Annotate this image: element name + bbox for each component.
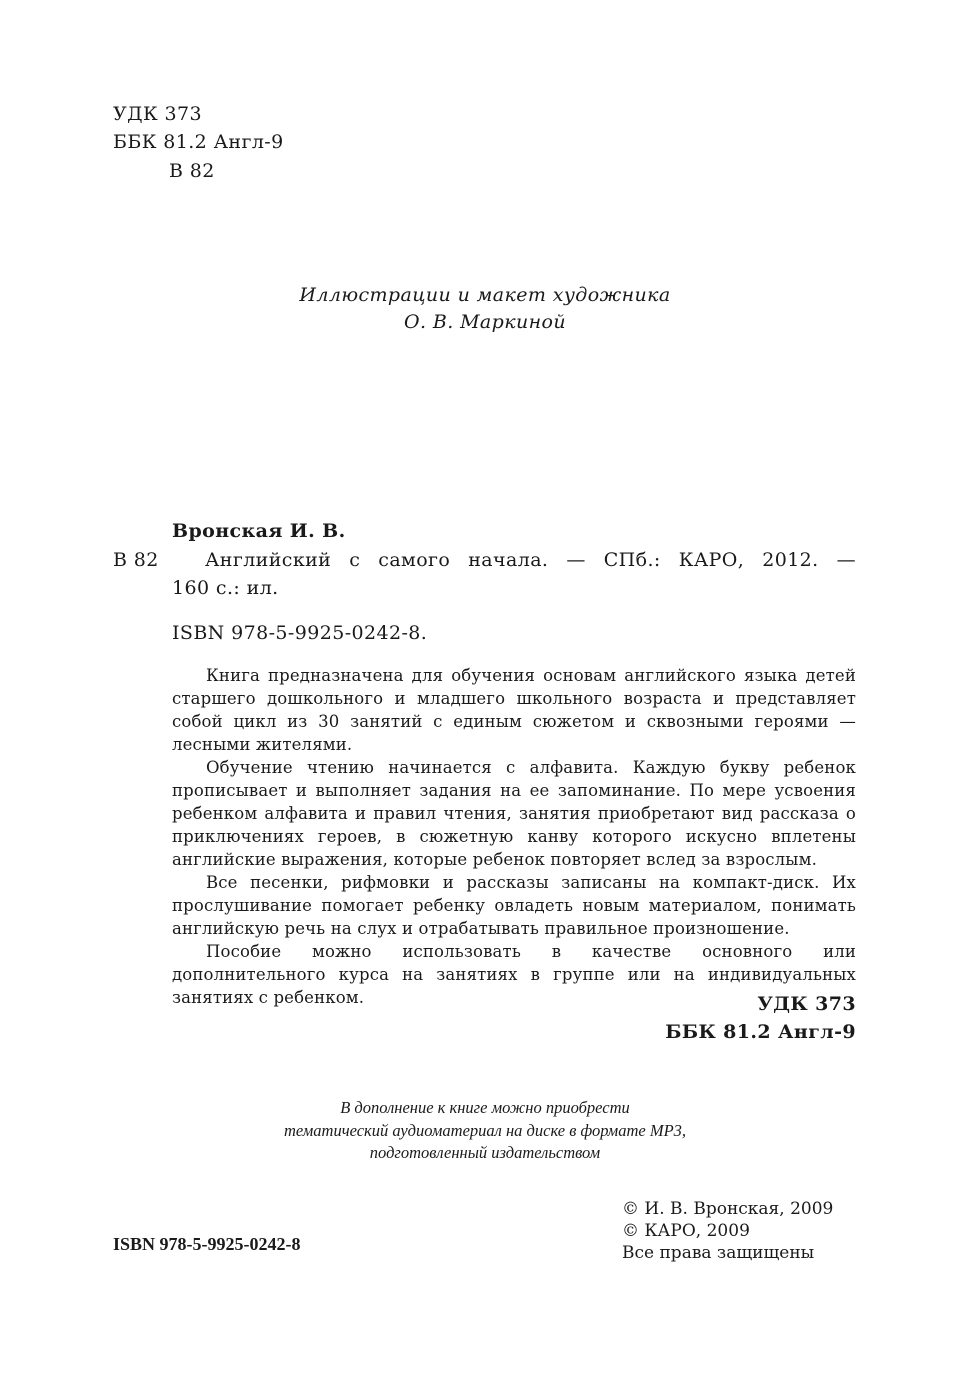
udk-code: УДК 373 [113,103,202,125]
annotation-paragraph: Книга предназначена для обучения основам английского языка детей старшего дошкольного и младшего школьного возраста и представляет собой цикл из 30 занятий с единым сюжетом и сквозными героями — лесными жителями. [172,666,856,754]
audio-note-line: В дополнение к книге можно приобрести [340,1098,630,1117]
footer-isbn: ISBN 978-5-9925-0242-8 [113,1234,301,1254]
bbk-code: ББК 81.2 Англ-9 [113,131,284,153]
copyright-publisher: © КАРО, 2009 [622,1221,750,1241]
bib-mark: В 82 [113,549,159,571]
illustrations-credit: Иллюстрации и макет художника [299,284,671,306]
bib-isbn: ISBN 978-5-9925-0242-8. [172,622,428,644]
bib-pages: 160 с.: ил. [172,577,279,599]
annotation-paragraph: Все песенки, рифмовки и рассказы записаны на компакт-диск. Их прослушивание помогает ребенку овладеть новым материалом, понимать английскую речь на слух и отрабатывать правильное произношение. [172,873,856,938]
annotation-paragraph: Обучение чтению начинается с алфавита. Каждую букву ребенок прописывает и выполняет задания на ее запоминание. По мере усвоения ребенком алфавита и правил чтения, занятия приобретают вид рассказа о приключениях героев, в сюжетную канву которого искусно вплетены английские выражения, которые ребенок повторяет вслед за взрослым. [172,758,856,869]
audio-note-line: подготовленный издательством [369,1143,601,1162]
bbk-code-bottom: ББК 81.2 Англ-9 [665,1021,856,1043]
illustrator-name: О. В. Маркиной [403,311,567,333]
udk-code-bottom: УДК 373 [757,993,856,1015]
bib-title-line: Английский с самого начала. — СПб.: КАРО, 2012. — [205,549,856,571]
annotation [172,664,856,1009]
copyright-author: © И. В. Вронская, 2009 [622,1199,834,1219]
author-mark: В 82 [169,160,215,182]
audio-note-line: тематический аудиоматериал на диске в формате МР3, [283,1121,687,1140]
rights-reserved: Все права защищены [622,1243,815,1263]
annotation-paragraph: Пособие можно использовать в качестве основного или дополнительного курса на занятиях в группе или на индивидуальных занятиях с ребенком. [172,942,856,1007]
bib-author: Вронская И. В. [172,520,346,542]
